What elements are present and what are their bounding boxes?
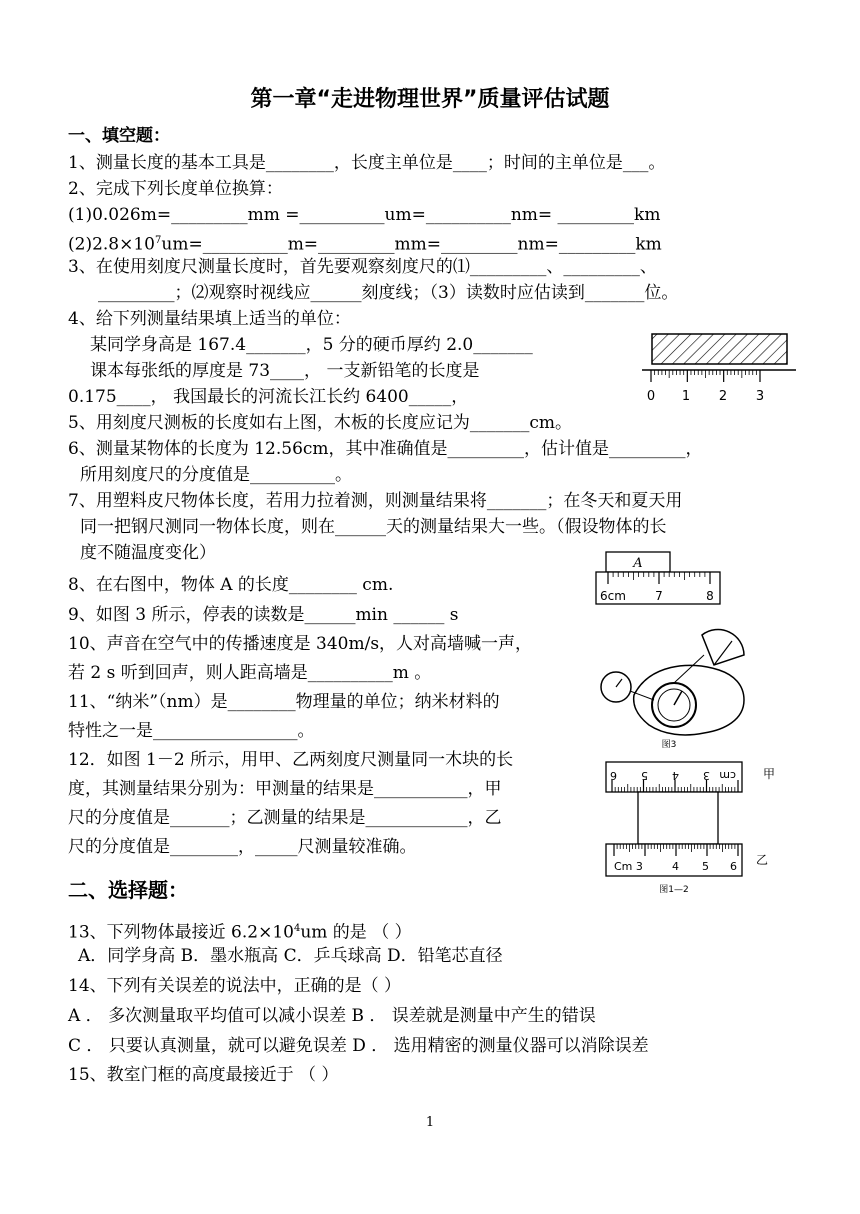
question-5: 5、用刻度尺测板的长度如右上图，木板的长度应记为_______cm。 (68, 413, 572, 433)
question-4-line-2: 课本每张纸的厚度是 73____， 一支新铅笔的长度是 (90, 361, 480, 381)
ruler-yi-tick-cm3: Cm 3 (614, 860, 643, 873)
object-a-ruler-figure (594, 548, 724, 608)
question-9: 9、如图 3 所示，停表的读数是______min ______ s (68, 605, 459, 625)
question-4-line-1: 某同学身高是 167.4_______，5 分的硬币厚约 2.0_______ (90, 335, 533, 355)
question-2-part-2: $(2)2.8\times 10^7um=\_\_\_\_\_\_\_\_\_\_m=\_\_\_\_\_\_\_\_\_mm=\_\_\_\_\_\_\_\_\_nm=\_\_\_\_\_\_\_\_\_km$ (68, 234, 662, 255)
question-3: 3、在使用刻度尺测量长度时，首先要观察刻度尺的⑴_________、_________、 (68, 257, 657, 277)
page-number: 1 (425, 1115, 435, 1130)
question-10-cont: 若 2 s 听到回声，则人距高墙是__________m 。 (68, 663, 432, 683)
wood-block (638, 792, 718, 844)
stopwatch-figure (594, 625, 754, 753)
question-2-part-1: (1)0.026m=_________mm =__________um=__________nm= _________km (68, 205, 661, 225)
ruler1-tick-0: 0 (646, 389, 656, 404)
ruler-jia-tick-5: 5 (641, 769, 648, 782)
ruler-jia-tick-3: 3 (703, 769, 710, 782)
question-4: 4、给下列测量结果填上适当的单位： (68, 309, 351, 329)
question-3-cont: _________；⑵观察时视线应______刻度线；（3）读数时应估读到_______位。 (98, 283, 679, 303)
ruler2-tick-8: 8 (706, 589, 714, 603)
question-12-line-3: 尺的分度值是_______；乙测量的结果是____________，乙 (68, 808, 502, 828)
question-7-cont-2: 度不随温度变化） (80, 543, 216, 563)
ruler1-tick-2: 2 (718, 389, 728, 404)
question-13: 13、下列物体最接近 $6.2\times 10^4um$ 的是 （ ） (68, 922, 412, 943)
ruler2-tick-7: 7 (655, 589, 663, 603)
question-14-options-cd: C ． 只要认真测量，就可以避免误差 D ． 选用精密的测量仪器可以消除误差 (68, 1036, 649, 1056)
question-15: 15、教室门框的高度最接近于 （ ） (68, 1065, 339, 1085)
ruler-jia-tick-6: 6 (610, 769, 617, 782)
ruler-yi-name: 乙 (756, 853, 769, 867)
question-11: 11、“纳米”（nm）是________物理量的单位；纳米材料的 (68, 692, 500, 712)
section-choice-heading: 二、选择题： (68, 878, 188, 902)
fig12-caption: 图1—2 (659, 885, 689, 895)
ruler-ticks (651, 370, 760, 382)
ruler-jia-tick-4: 4 (672, 769, 679, 782)
stopwatch-caption: 图3 (661, 740, 677, 750)
board-rect (652, 334, 787, 364)
ruler-yi-tick-4: 4 (672, 860, 679, 873)
object-a-label: A (633, 556, 643, 571)
question-14-options-ab: A ． 多次测量取平均值可以减小误差 B ． 误差就是测量中产生的错误 (68, 1006, 596, 1026)
ruler-yi-tick-6: 6 (730, 860, 737, 873)
ruler2-tick-6cm: 6cm (600, 589, 626, 603)
question-14: 14、下列有关误差的说法中，正确的是（ ） (68, 976, 402, 996)
ruler-yi-tick-5: 5 (702, 860, 709, 873)
question-6: 6、测量某物体的长度为 12.56cm，其中准确值是_________，估计值是_________， (68, 439, 703, 459)
board-ruler-figure (638, 330, 798, 410)
ruler1-tick-1: 1 (681, 389, 691, 404)
question-12-line-4: 尺的分度值是________，_____尺测量较准确。 (68, 837, 417, 857)
question-1: 1、测量长度的基本工具是________，长度主单位是____；时间的主单位是___。 (68, 153, 666, 173)
question-12: 12．如图 1－2 所示，用甲、乙两刻度尺测量同一木块的长 (68, 750, 514, 770)
question-13-options: A．同学身高 B．墨水瓶高 C．乒乓球高 D．铅笔芯直径 (78, 946, 503, 966)
question-2: 2、完成下列长度单位换算： (68, 179, 283, 199)
ruler-jia-name: 甲 (763, 767, 776, 781)
question-4-line-3: 0.175____， 我国最长的河流长江长约 6400_____， (68, 387, 469, 407)
section-fill-in-heading: 一、填空题： (68, 126, 170, 146)
question-7: 7、用塑料皮尺物体长度，若用力拉着测，则测量结果将_______；在冬天和夏天用 (68, 491, 683, 511)
question-11-cont: 特性之一是_________________。 (68, 721, 315, 741)
ruler1-tick-3: 3 (755, 389, 765, 404)
ruler-jia-tick-cm: cm (719, 769, 736, 782)
page-title: 第一章“走进物理世界”质量评估试题 (250, 87, 610, 112)
question-8: 8、在右图中，物体 A 的长度________ cm. (68, 575, 394, 595)
zoom-dial-large (702, 629, 744, 665)
question-12-line-2: 度，其测量结果分别为：甲测量的结果是___________，甲 (68, 779, 502, 799)
question-10: 10、声音在空气中的传播速度是 340m/s，人对高墙喊一声， (68, 634, 533, 654)
two-rulers-figure (598, 758, 778, 898)
question-6-cont: 所用刻度尺的分度值是__________。 (80, 465, 352, 485)
question-7-cont: 同一把钢尺测同一物体长度，则在______天的测量结果大一些。（假设物体的长 (80, 517, 667, 537)
